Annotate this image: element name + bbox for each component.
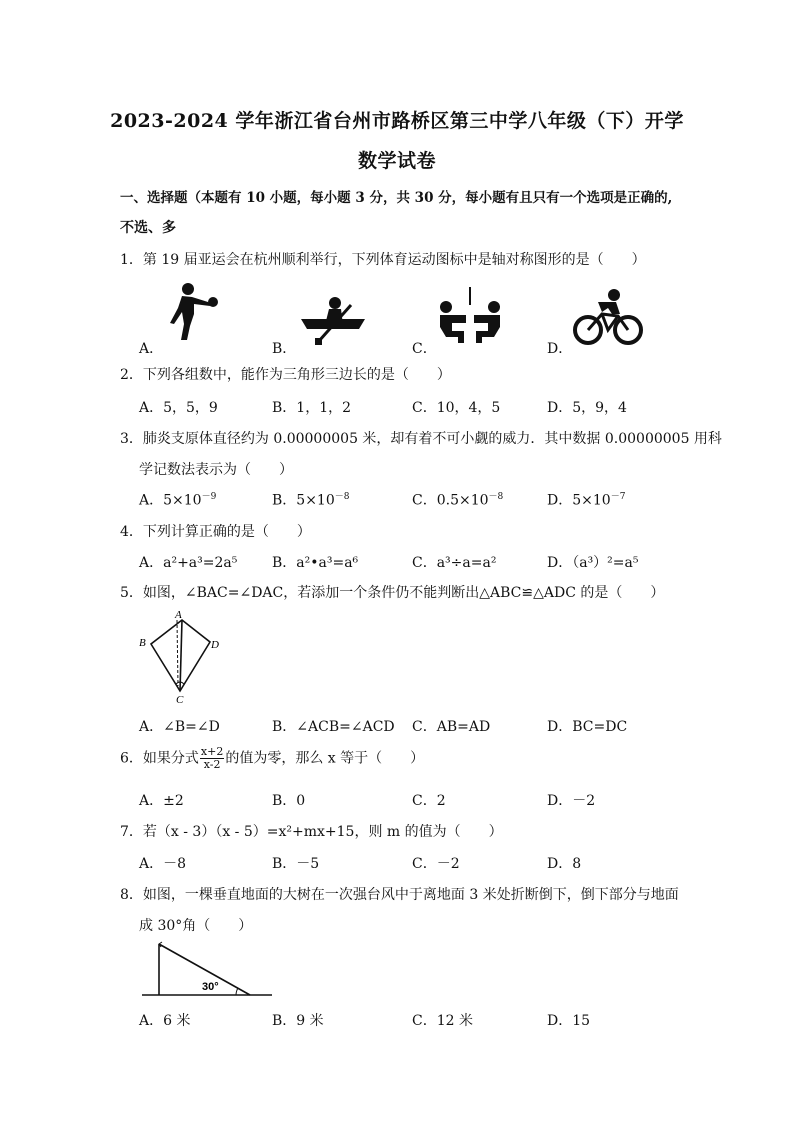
q8-option-c[interactable]: C．12 米 — [412, 1013, 473, 1029]
q1-option-a[interactable]: A． — [139, 341, 164, 357]
q6-option-b[interactable]: B．0 — [272, 793, 306, 809]
q3-stem-line2: 学记数法表示为（ ） — [139, 462, 293, 478]
q7-option-b[interactable]: B．－5 — [272, 856, 320, 872]
q3-options — [139, 489, 739, 509]
q5-label-b: B — [139, 637, 146, 649]
section-header: 一、选择题（本题有 10 小题，每小题 3 分，共 30 分，每小题有且只有一个选项是正确的, — [120, 190, 673, 206]
q5-label-d: D — [211, 639, 219, 651]
q3-option-a[interactable]: A．$5\times 10^{-9}$ — [139, 492, 217, 509]
q3-option-c[interactable]: C．$0.5\times 10^{-8}$ — [412, 492, 504, 509]
q5-option-a[interactable]: A．∠B=∠D — [139, 719, 220, 735]
q2-options — [139, 397, 739, 417]
q5-options — [139, 716, 739, 736]
q8-option-a[interactable]: A．6 米 — [139, 1013, 191, 1029]
q3-option-d[interactable]: D．$5\times 10^{-7}$ — [547, 492, 626, 509]
q1-options — [139, 338, 739, 358]
q6-fraction: $\frac{x+2}{x-2}$ — [200, 745, 224, 771]
q6-option-d[interactable]: D．－2 — [547, 793, 596, 809]
q8-stem-line2: 成 30°角（ ） — [139, 918, 253, 934]
q4-option-b[interactable]: B．a²•a³=a⁶ — [272, 555, 359, 571]
q2-stem: 2．下列各组数中，能作为三角形三边长的是（ ） — [120, 367, 451, 383]
q1-option-b[interactable]: B． — [272, 341, 297, 357]
q6-option-c[interactable]: C．2 — [412, 793, 446, 809]
q2-option-c[interactable]: C．10，4，5 — [412, 400, 501, 416]
q8-option-b[interactable]: B．9 米 — [272, 1013, 324, 1029]
q3-option-b[interactable]: B．$5\times 10^{-8}$ — [272, 492, 350, 509]
q1-option-d[interactable]: D． — [547, 341, 573, 357]
q1-stem: 1．第 19 届亚运会在杭州顺利举行，下列体育运动图标中是轴对称图形的是（ ） — [120, 252, 646, 268]
q1-option-c[interactable]: C． — [412, 341, 437, 357]
section-header-cont: 不选、多 — [120, 220, 176, 236]
exam-title-line1: 2023-2024 学年浙江省台州市路桥区第三中学八年级（下）开学 — [110, 110, 684, 132]
q7-option-c[interactable]: C．－2 — [412, 856, 460, 872]
q7-option-d[interactable]: D．8 — [547, 856, 582, 872]
q6-stem: 6．如果分式 $\frac{x+2}{x-2}$ 的值为零，那么 x 等于（ ） — [120, 745, 425, 771]
q4-options — [139, 552, 739, 572]
q8-stem-line1: 8．如图，一棵垂直地面的大树在一次强台风中于离地面 3 米处折断倒下，倒下部分与地面 — [120, 887, 679, 903]
q2-option-b[interactable]: B．1，1，2 — [272, 400, 352, 416]
exam-title-line2: 数学试卷 — [357, 150, 436, 172]
q6-option-a[interactable]: A．±2 — [139, 793, 184, 809]
q6-options — [139, 790, 739, 810]
q8-tree-figure — [138, 938, 278, 1000]
q4-option-a[interactable]: A．a²+a³=2a⁵ — [139, 555, 238, 571]
q4-option-d[interactable]: D．（a³）²=a⁵ — [547, 555, 639, 571]
q2-option-a[interactable]: A．5，5，9 — [139, 400, 218, 416]
q3-stem-line1: 3．肺炎支原体直径约为 0.00000005 米，却有着不可小觑的威力．其中数据 0.00000005 用科 — [120, 431, 722, 447]
q5-stem: 5．如图，∠BAC=∠DAC，若添加一个条件仍不能判断出△ABC≌△ADC 的是（ ） — [120, 585, 665, 601]
q4-option-c[interactable]: C．a³÷a=a² — [412, 555, 497, 571]
q2-option-d[interactable]: D．5，9，4 — [547, 400, 627, 416]
q8-options — [139, 1010, 739, 1030]
q5-option-c[interactable]: C．AB=AD — [412, 719, 491, 735]
q5-kite-figure — [135, 608, 235, 708]
q7-stem: 7．若（x - 3）（x - 5）=x²+mx+15，则 m 的值为（ ） — [120, 824, 503, 840]
q5-label-c: C — [176, 694, 184, 706]
q7-option-a[interactable]: A．－8 — [139, 856, 187, 872]
q5-option-d[interactable]: D．BC=DC — [547, 719, 628, 735]
q8-option-d[interactable]: D．15 — [547, 1013, 591, 1029]
q7-options — [139, 853, 739, 873]
q5-option-b[interactable]: B．∠ACB=∠ACD — [272, 719, 395, 735]
q5-label-a: A — [175, 609, 182, 621]
q4-stem: 4．下列计算正确的是（ ） — [120, 524, 311, 540]
q8-angle-label: 30° — [202, 981, 219, 993]
volleyball-player-icon — [160, 282, 220, 342]
